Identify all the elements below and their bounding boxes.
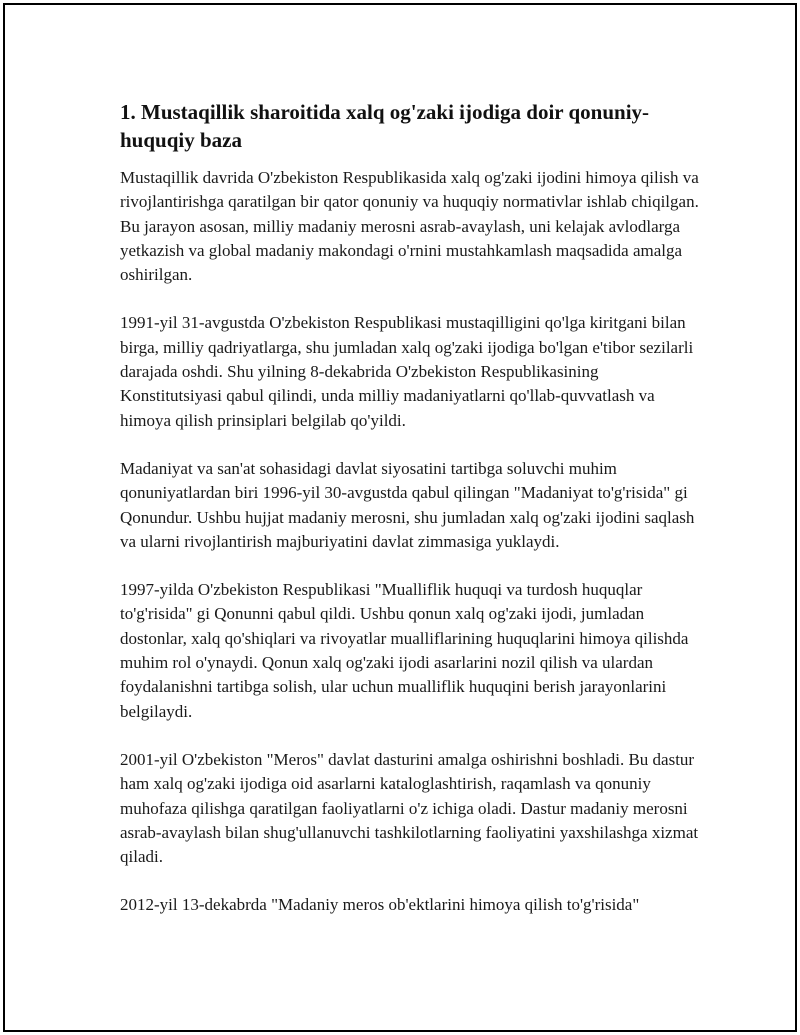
paragraph-1997: 1997-yilda O'zbekiston Respublikasi "Mualliflik huquqi va turdosh huquqlar to'g'risida" gi Qonunni qabul qildi. Ushbu qonun xalq og'zaki ijodi, jumladan dostonlar, xalq qo'shiqlari va rivoyatlar mualliflarining huquqlarini himoya qilishda muhim rol o'ynaydi. Qonun xalq og'zaki ijodi asarlarini nozil qilish va ulardan foydalanishni tartibga solish, ular uchun mualliflik huquqini berish jarayonlarini belgilaydi.: [120, 580, 689, 721]
paragraph-1996: Madaniyat va san'at sohasidagi davlat siyosatini tartibga soluvchi muhim qonuniyatlardan biri 1996-yil 30-avgustda qabul qilingan "Madaniyat to'g'risida" gi Qonundur. Ushbu hujjat madaniy merosni, shu jumladan xalq og'zaki ijodini saqlash va ularni rivojlantirish majburiyatini davlat zimmasiga yuklaydi.: [120, 458, 695, 551]
paragraph-1991: 1991-yil 31-avgustda O'zbekiston Respublikasi mustaqilligini qo'lga kiritgani bilan birga, milliy qadriyatlarga, shu jumladan xalq og'zaki ijodiga bo'lgan e'tibor sezilarli darajada oshdi. Shu yilning 8-dekabrida O'zbekiston Respublikasining Konstitutsiyasi qabul qilindi, unda milliy madaniyatlarni qo'llab-quvvatlash va himoya qilish prinsiplari belgilab qo'yildi.: [120, 313, 694, 430]
page-frame: [3, 3, 797, 1032]
section-heading: 1. Mustaqillik sharoitida xalq og'zaki ijodiga doir qonuniy-huquqiy baza: [120, 100, 650, 152]
paragraph-2001: 2001-yil O'zbekiston "Meros" davlat dasturini amalga oshirishni boshladi. Bu dastur ham xalq og'zaki ijodiga oid asarlarni kataloglashtirish, raqamlash va qonuniy muhofaza qilishga qaratilgan faoliyatlarni o'z ichiga oladi. Dastur madaniy merosni asrab-avaylash bilan shug'ullanuvchi tashkilotlarning faoliyatini yaxshilashga xizmat qiladi.: [120, 749, 699, 867]
paragraph-intro: Mustaqillik davrida O'zbekiston Respublikasida xalq og'zaki ijodini himoya qilish va rivojlantirishga qaratilgan bir qator qonuniy va huquqiy normativlar ishlab chiqilgan. Bu jarayon asosan, milliy madaniy merosni asrab-avaylash, uni kelajak avlodlarga yetkazish va global madaniy makondagi o'rnini mustahkamlash maqsadida amalga oshirilgan.: [120, 168, 699, 285]
paragraph-2012: 2012-yil 13-dekabrda "Madaniy meros ob'ektlarini himoya qilish to'g'risida": [120, 895, 640, 915]
document-body: [120, 98, 702, 942]
